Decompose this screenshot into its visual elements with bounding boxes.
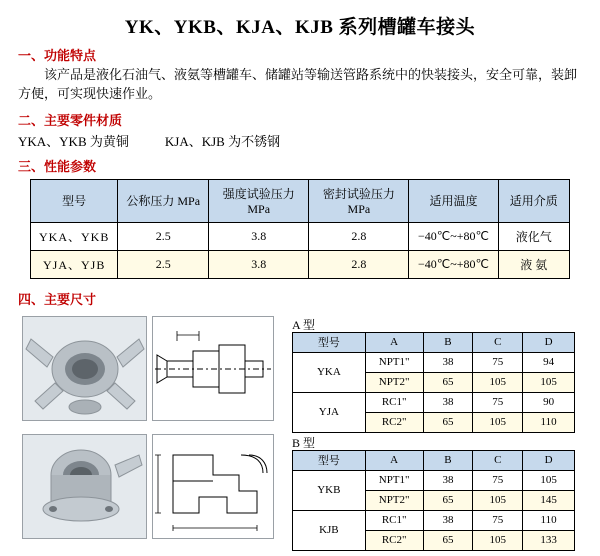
cell-a: NPT1" — [365, 352, 423, 372]
material-left: YKA、YKB 为黄铜 — [18, 133, 129, 149]
cell-model-group: KJB — [293, 510, 366, 550]
section-heading-material: 二、主要零件材质 — [18, 112, 123, 128]
col-model: 型号 — [293, 450, 366, 470]
table-header-row — [293, 332, 575, 352]
coupling-photo-b — [22, 434, 147, 539]
cell-b: 38 — [423, 392, 473, 412]
cell-b: 65 — [423, 490, 473, 510]
cell-c: 75 — [473, 392, 523, 412]
features-text: 该产品是液化石油气、液氨等槽罐车、储罐站等输送管路系统中的快装接头，安全可靠，装卸方便，可实现快速作业。 — [18, 67, 578, 101]
col-strength-test: 强度试验压力 MPa — [209, 179, 309, 222]
col-model: 型号 — [31, 179, 118, 222]
cell-medium: 液化气 — [498, 222, 569, 250]
cell-b: 38 — [423, 352, 473, 372]
dimension-table-b — [292, 450, 575, 551]
cell-c: 105 — [473, 530, 523, 550]
table-row — [293, 470, 575, 490]
drawing-a-graphic — [153, 317, 273, 420]
table-row — [293, 352, 575, 372]
material-right: KJA、KJB 为不锈钢 — [164, 133, 281, 149]
cell-nominal-pressure: 2.5 — [118, 250, 209, 278]
cell-d: 94 — [523, 352, 575, 372]
col-c: C — [473, 450, 523, 470]
dimension-table-a-body — [293, 352, 575, 432]
col-medium: 适用介质 — [498, 179, 569, 222]
table-row — [31, 250, 570, 278]
cell-d: 110 — [523, 510, 575, 530]
col-nominal-pressure: 公称压力 MPa — [118, 179, 209, 222]
performance-table — [30, 179, 570, 279]
cell-d: 133 — [523, 530, 575, 550]
cell-strength-test: 3.8 — [209, 222, 309, 250]
coupling-photo-a — [22, 316, 147, 421]
col-seal-test: 密封试验压力 MPa — [309, 179, 409, 222]
photo-a-graphic — [23, 317, 146, 420]
col-temperature: 适用温度 — [409, 179, 498, 222]
cell-model-group: YJA — [293, 392, 366, 432]
dimension-table-b-head — [293, 450, 575, 470]
cell-a: RC2" — [365, 412, 423, 432]
table-header-row — [293, 450, 575, 470]
col-a: A — [365, 450, 423, 470]
drawing-b-graphic — [153, 435, 273, 538]
table-row — [293, 392, 575, 412]
coupling-drawing-a — [152, 316, 274, 421]
performance-table-body — [31, 222, 570, 278]
table-row — [293, 510, 575, 530]
table-row — [31, 222, 570, 250]
cell-b: 38 — [423, 510, 473, 530]
cell-strength-test: 3.8 — [209, 250, 309, 278]
material-line — [18, 131, 582, 150]
cell-a: RC1" — [365, 392, 423, 412]
cell-b: 38 — [423, 470, 473, 490]
performance-table-head — [31, 179, 570, 222]
cell-a: RC2" — [365, 530, 423, 550]
table-header-row — [31, 179, 570, 222]
section-heading-performance: 三、性能参数 — [18, 158, 97, 174]
dimensions-section — [0, 316, 600, 556]
cell-a: RC1" — [365, 510, 423, 530]
cell-model: YKA、YKB — [31, 222, 118, 250]
col-d: D — [523, 450, 575, 470]
cell-temperature: −40℃~+80℃ — [409, 222, 498, 250]
document-page — [0, 12, 600, 547]
col-d: D — [523, 332, 575, 352]
cell-temperature: −40℃~+80℃ — [409, 250, 498, 278]
coupling-drawing-b — [152, 434, 274, 539]
dimension-table-a — [292, 332, 575, 433]
cell-b: 65 — [423, 412, 473, 432]
cell-c: 105 — [473, 372, 523, 392]
type-b-label: B 型 — [292, 435, 316, 450]
dimension-table-a-head — [293, 332, 575, 352]
cell-c: 75 — [473, 470, 523, 490]
cell-d: 110 — [523, 412, 575, 432]
cell-a: NPT2" — [365, 372, 423, 392]
col-a: A — [365, 332, 423, 352]
cell-medium: 液 氨 — [498, 250, 569, 278]
cell-c: 75 — [473, 510, 523, 530]
cell-seal-test: 2.8 — [309, 222, 409, 250]
cell-c: 105 — [473, 412, 523, 432]
dimension-table-b-body — [293, 470, 575, 550]
page-title: YK、YKB、KJA、KJB 系列槽罐车接头 — [124, 17, 476, 38]
cell-seal-test: 2.8 — [309, 250, 409, 278]
cell-d: 105 — [523, 372, 575, 392]
col-b: B — [423, 450, 473, 470]
cell-b: 65 — [423, 530, 473, 550]
cell-a: NPT2" — [365, 490, 423, 510]
section-heading-features: 一、功能特点 — [18, 48, 97, 63]
cell-model-group: YKA — [293, 352, 366, 392]
photo-b-graphic — [23, 435, 146, 538]
cell-model: YJA、YJB — [31, 250, 118, 278]
cell-d: 145 — [523, 490, 575, 510]
cell-d: 105 — [523, 470, 575, 490]
col-c: C — [473, 332, 523, 352]
cell-c: 105 — [473, 490, 523, 510]
cell-model-group: YKB — [293, 470, 366, 510]
cell-b: 65 — [423, 372, 473, 392]
section-heading-dimensions: 四、主要尺寸 — [18, 291, 97, 307]
col-b: B — [423, 332, 473, 352]
cell-a: NPT1" — [365, 470, 423, 490]
type-a-label: A 型 — [292, 317, 316, 332]
col-model: 型号 — [293, 332, 366, 352]
cell-d: 90 — [523, 392, 575, 412]
cell-c: 75 — [473, 352, 523, 372]
cell-nominal-pressure: 2.5 — [118, 222, 209, 250]
